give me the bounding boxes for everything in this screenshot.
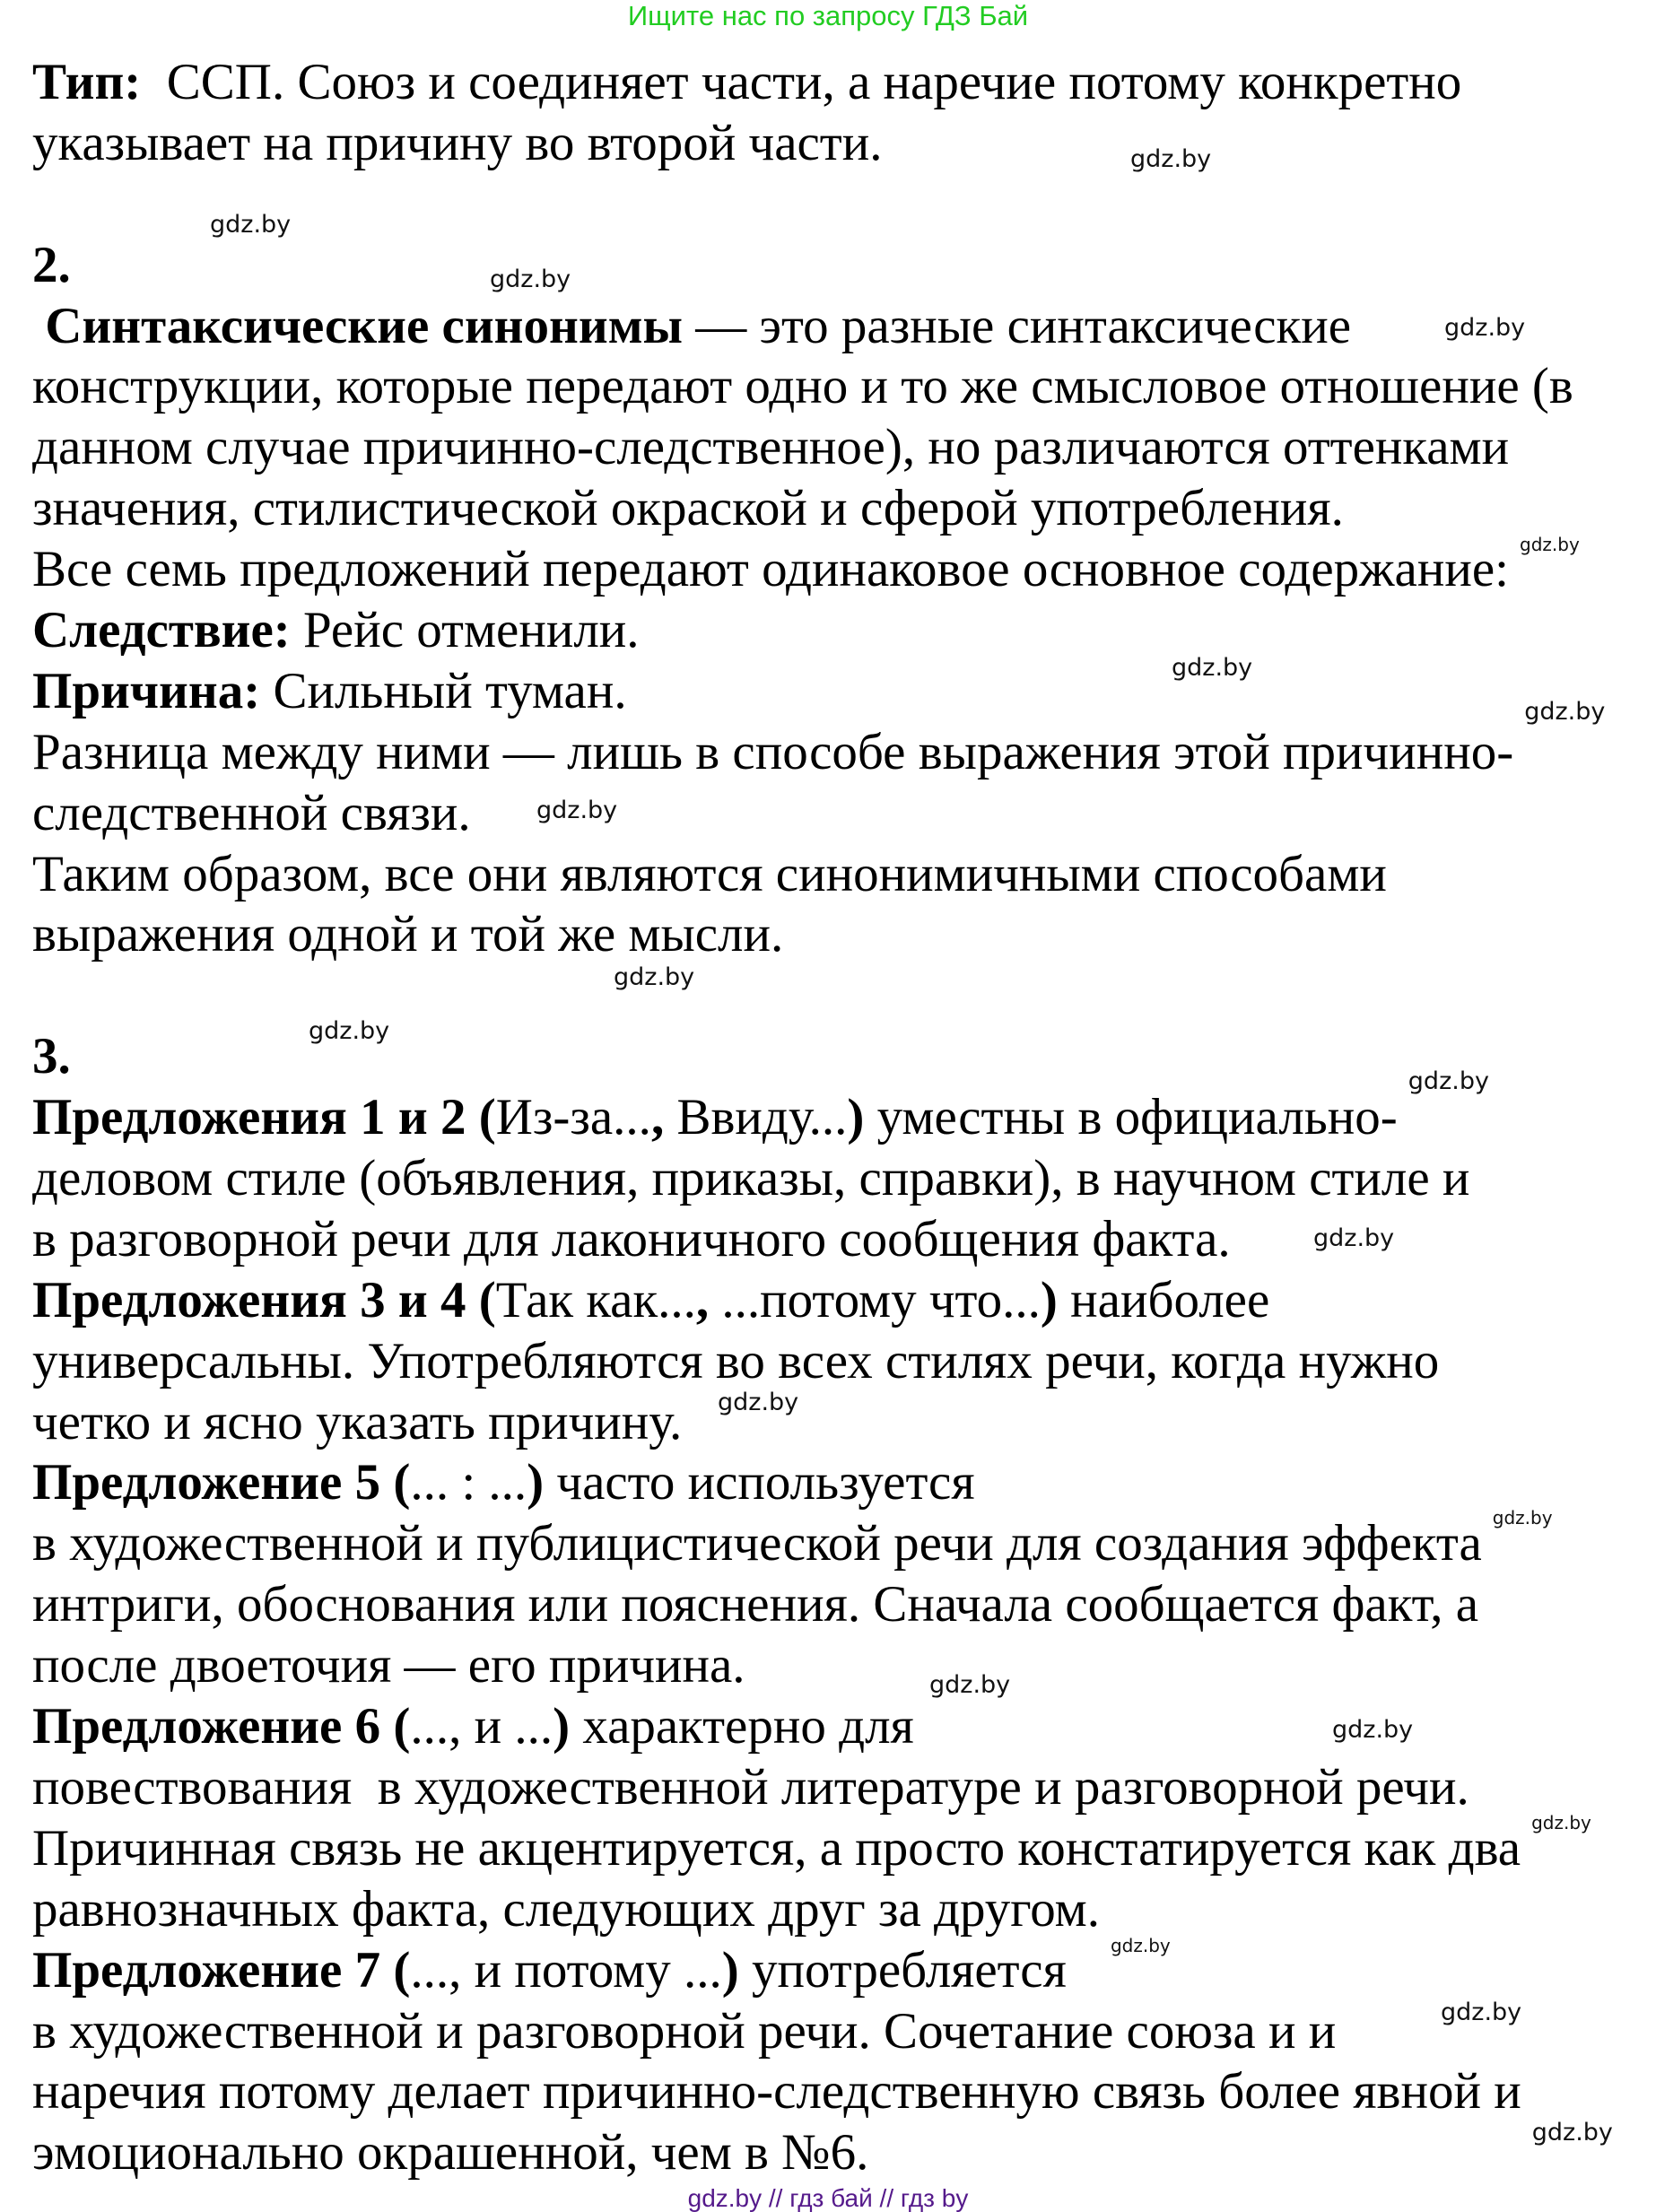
text-segment: ССП. Союз и соединяет части, а наречие потому конкретно	[141, 54, 1462, 110]
watermark-text: gdz.by	[1444, 314, 1526, 342]
text-line	[32, 1087, 1647, 1148]
bold-text: Предложение 7 (	[32, 1941, 411, 1999]
text-line	[32, 722, 1647, 783]
text-segment: Ввиду...	[664, 1089, 848, 1146]
bold-text: 3.	[32, 1028, 71, 1085]
watermark-text: gdz.by	[1441, 1999, 1522, 2026]
text-line	[32, 2119, 1647, 2183]
text-segment: ..., и ...	[410, 1698, 553, 1755]
text-line	[32, 1879, 1647, 1940]
text-line	[32, 1209, 1647, 1270]
bold-text: Следствие:	[32, 602, 291, 659]
watermark-text: gdz.by	[309, 1017, 390, 1045]
text-segment: в художественной и публицистической речи для создания эффекта	[32, 1515, 1482, 1572]
text-segment: ..., и потому ...	[410, 1941, 722, 1999]
bold-text: )	[527, 1454, 545, 1511]
text-line	[32, 844, 1647, 905]
text-segment: четко и ясно указать причину.	[32, 1393, 683, 1450]
text-segment: наречия потому делает причинно-следственную связь более явной и	[32, 2063, 1521, 2121]
bold-text: )	[847, 1089, 865, 1146]
text-line	[32, 600, 1647, 661]
bold-text: Предложение 5 (	[32, 1454, 411, 1511]
bold-text: ,	[695, 1271, 710, 1328]
watermark-text: gdz.by	[210, 211, 292, 239]
text-line	[32, 356, 1647, 417]
watermark-text: gdz.by	[1520, 534, 1580, 555]
text-segment: данном случае причинно-следственное), но различаются оттенками	[32, 419, 1510, 476]
text-segment: Сильный туман.	[260, 662, 627, 719]
text-line	[32, 478, 1647, 539]
text-line	[32, 2001, 1647, 2062]
text-segment: следственной связи.	[32, 784, 471, 841]
text-line	[32, 1452, 1647, 1513]
text-segment: Разница между ними — лишь в способе выражения этой причинно-	[32, 723, 1514, 780]
bold-text: )	[1040, 1271, 1058, 1328]
text-segment: Из-за...	[495, 1089, 651, 1146]
text-segment: уместны в официально-	[864, 1089, 1398, 1146]
text-line	[32, 113, 1647, 174]
text-line	[32, 1513, 1647, 1574]
text-line	[32, 296, 1647, 357]
watermark-text: gdz.by	[1332, 1716, 1414, 1744]
text-segment: эмоционально окрашенной, чем в №6.	[32, 2124, 869, 2182]
bold-text: 2.	[32, 236, 71, 293]
watermark-text: gdz.by	[1313, 1224, 1395, 1252]
bold-text: Предложения 3 и 4 (	[32, 1271, 496, 1328]
text-line	[32, 1818, 1647, 1879]
text-segment: характерно для	[570, 1698, 914, 1755]
watermark-text: gdz.by	[490, 266, 571, 293]
text-segment: употребляется	[738, 1941, 1067, 1999]
text-line	[32, 235, 1647, 296]
watermark-text: gdz.by	[1531, 2119, 1613, 2147]
text-line	[32, 2061, 1647, 2122]
text-line	[32, 417, 1647, 478]
bold-text: Предложения 1 и 2 (	[32, 1089, 496, 1146]
text-line	[32, 1270, 1647, 1331]
text-segment: указывает на причину во второй части.	[32, 114, 883, 171]
text-line	[32, 1026, 1647, 1087]
watermark-text: gdz.by	[1172, 654, 1253, 682]
watermark-text: gdz.by	[1524, 698, 1606, 726]
bold-text: ,	[650, 1089, 665, 1146]
watermark-text: gdz.by	[614, 963, 695, 991]
text-segment: часто используется	[544, 1454, 975, 1511]
text-segment: наиболее	[1057, 1271, 1270, 1328]
watermark-text: gdz.by	[1130, 145, 1212, 173]
text-segment: Так как...	[495, 1271, 696, 1328]
text-segment: универсальны. Употребляются во всех стилях речи, когда нужно	[32, 1332, 1440, 1389]
blank-line	[32, 965, 1647, 1026]
text-segment: — это разные синтаксические	[683, 297, 1352, 354]
watermark-text: gdz.by	[1408, 1067, 1489, 1095]
text-line	[32, 539, 1647, 600]
text-line	[32, 661, 1647, 722]
footer-links[interactable]: gdz.by // гдз бай // гдз by	[687, 2184, 969, 2212]
text-segment: в художественной и разговорной речи. Сочетание союза и и	[32, 2002, 1337, 2060]
bold-text: )	[721, 1941, 739, 1999]
watermark-text: gdz.by	[718, 1389, 799, 1416]
text-segment: Причинная связь не акцентируется, а просто констатируется как два	[32, 1819, 1521, 1877]
text-segment: после двоеточия — его причина.	[32, 1637, 745, 1694]
text-segment: выражения одной и той же мысли.	[32, 906, 784, 963]
text-segment: ... : ...	[410, 1454, 527, 1511]
text-line	[32, 783, 1647, 844]
text-segment: Рейс отменили.	[290, 602, 640, 659]
watermark-text: gdz.by	[929, 1671, 1011, 1699]
text-segment: интриги, обоснования или пояснения. Сначала сообщается факт, а	[32, 1576, 1479, 1633]
watermark-text: gdz.by	[1492, 1507, 1553, 1528]
text-line	[32, 1635, 1647, 1696]
text-line	[32, 904, 1647, 965]
bold-text: Тип:	[32, 54, 142, 110]
text-segment: конструкции, которые передают одно и то же смысловое отношение (в	[32, 358, 1573, 415]
bold-text: Предложение 6 (	[32, 1698, 411, 1755]
text-line	[32, 52, 1647, 113]
text-segment: деловом стиле (объявления, приказы, справки), в научном стиле и	[32, 1150, 1470, 1207]
watermark-text: gdz.by	[1110, 1935, 1171, 1956]
text-line	[32, 1574, 1647, 1635]
text-line	[32, 1331, 1647, 1392]
text-segment: повествования в художественной литературе и разговорной речи.	[32, 1758, 1469, 1816]
text-segment: Таким образом, все они являются синонимичными способами	[32, 845, 1387, 902]
text-segment: в разговорной речи для лаконичного сообщения факта.	[32, 1210, 1231, 1267]
text-line	[32, 1148, 1647, 1209]
document-body	[32, 52, 1647, 2183]
text-line	[32, 1757, 1647, 1818]
text-segment	[32, 298, 45, 354]
bold-text: Синтаксические синонимы	[45, 297, 684, 354]
text-segment: равнозначных факта, следующих друг за другом.	[32, 1880, 1100, 1938]
text-segment: ...потому что...	[709, 1271, 1041, 1328]
bold-text: )	[553, 1698, 571, 1755]
text-segment: Все семь предложений передают одинаковое основное содержание:	[32, 541, 1509, 598]
bold-text: Причина:	[32, 662, 261, 719]
watermark-text: gdz.by	[1531, 1812, 1591, 1833]
watermark-text: gdz.by	[536, 797, 618, 824]
search-hint-banner: Ищите нас по запросу ГДЗ Бай	[627, 0, 1029, 31]
text-line	[32, 1940, 1647, 2001]
text-line	[32, 1392, 1647, 1453]
text-segment: значения, стилистической окраской и сферой употребления.	[32, 480, 1344, 537]
